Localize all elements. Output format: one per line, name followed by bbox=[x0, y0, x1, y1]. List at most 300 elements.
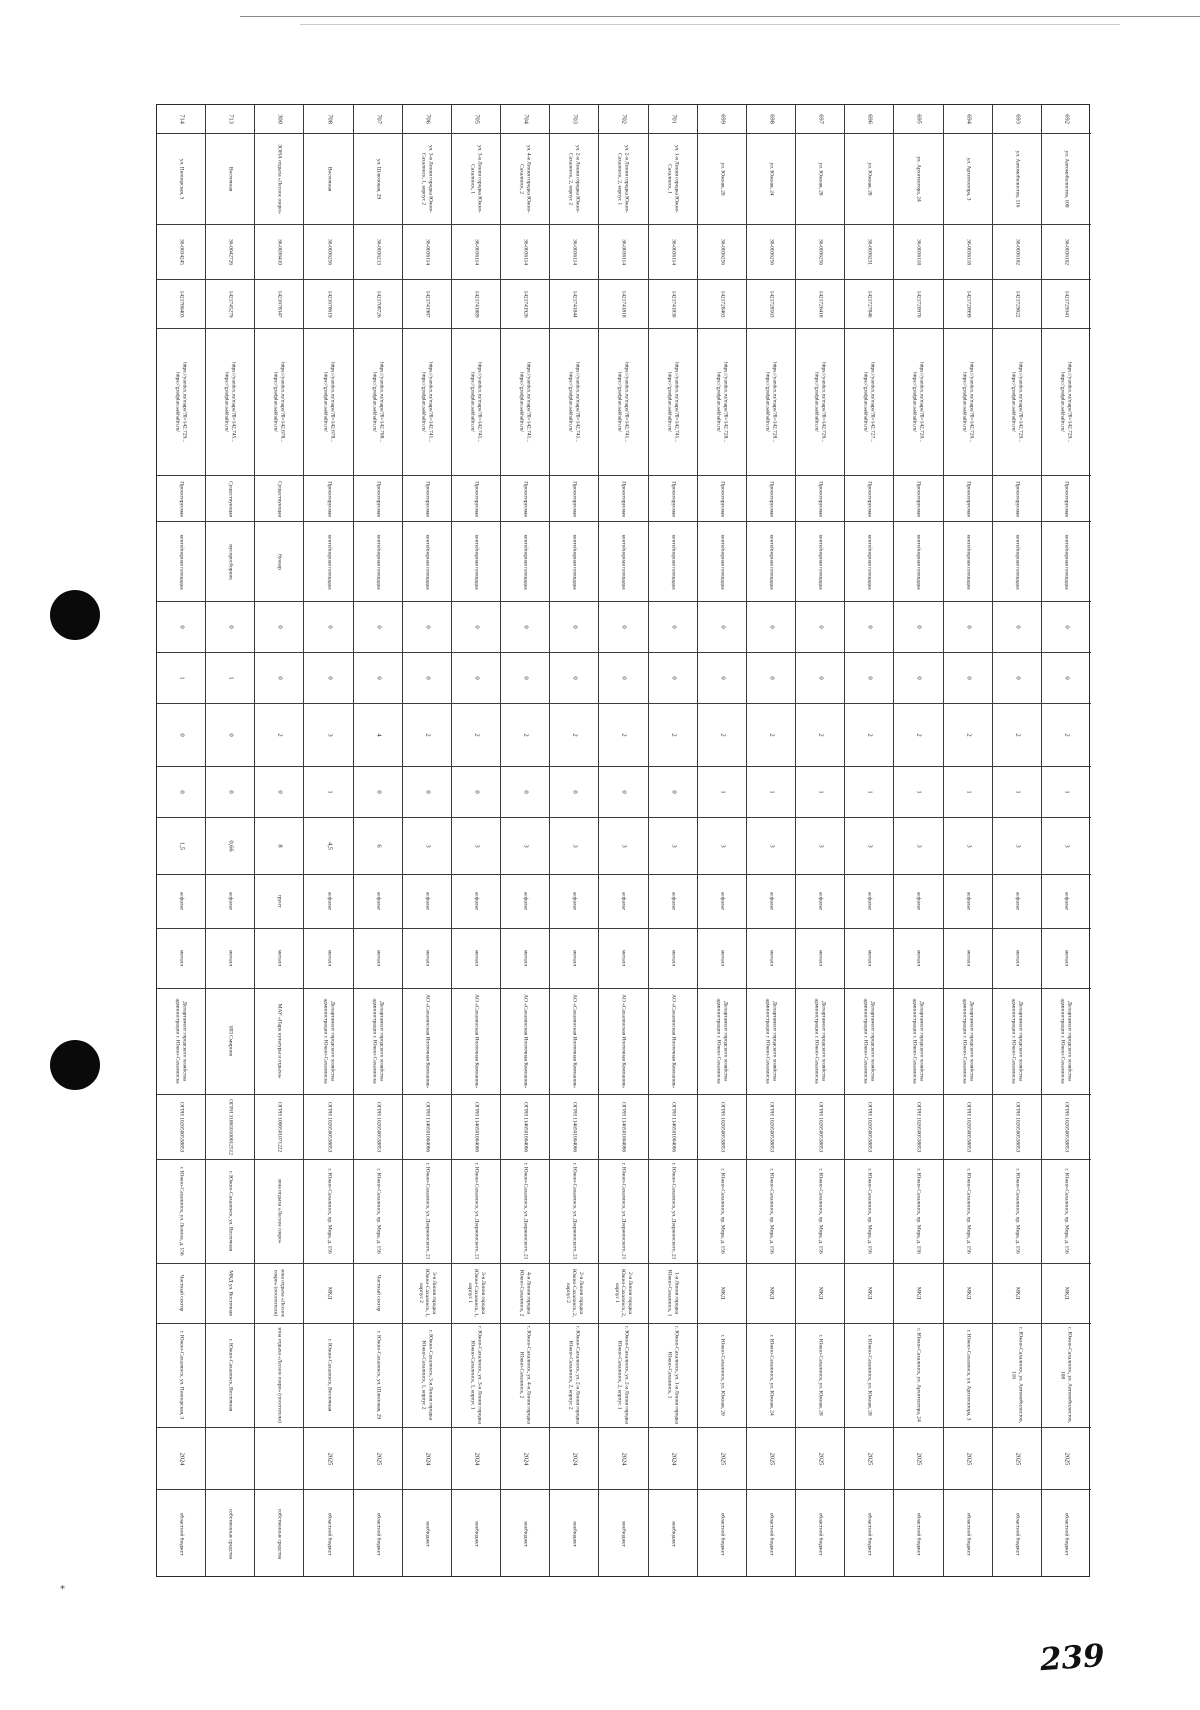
cell-c3 bbox=[649, 704, 697, 766]
cell-text: Департамент городского хозяйства администрации г. Южно-Сахалинска bbox=[814, 998, 827, 1084]
cell-text: 0,66 bbox=[227, 840, 235, 852]
cell-object-type bbox=[304, 522, 352, 602]
cell-status bbox=[845, 1490, 893, 1578]
cell-text: 36-0036231 bbox=[866, 239, 873, 266]
cell-text: 2 bbox=[473, 733, 481, 737]
cell-text: металл bbox=[571, 950, 578, 967]
cell-text: Существующая bbox=[276, 480, 283, 517]
cell-text: Проектируемая bbox=[866, 480, 873, 517]
cell-designation bbox=[649, 476, 697, 523]
cell-address bbox=[944, 134, 992, 225]
cell-text: металл bbox=[325, 950, 332, 967]
cell-text: контейнерная площадка bbox=[719, 534, 726, 590]
cell-c2 bbox=[157, 653, 205, 704]
cell-cadastral-area bbox=[354, 225, 402, 281]
cell-number bbox=[944, 105, 992, 134]
cell-operator bbox=[255, 989, 303, 1096]
cell-c2 bbox=[304, 653, 352, 704]
cell-text: ОГРН 1026500538853 bbox=[375, 1101, 381, 1152]
punch-hole bbox=[50, 590, 100, 640]
cell-text: г. Южно-Сахалинск, Восточная bbox=[227, 1339, 234, 1412]
cell-c5 bbox=[649, 818, 697, 876]
cell-number bbox=[894, 105, 942, 134]
cell-text: 1421729022 bbox=[1014, 290, 1021, 318]
cell-c2 bbox=[550, 653, 598, 704]
cell-c1 bbox=[944, 602, 992, 653]
cell-text: 36-0036114 bbox=[620, 239, 627, 266]
cell-object-type bbox=[354, 522, 402, 602]
cell-text: 714 bbox=[178, 114, 186, 124]
cell-text: 2 bbox=[719, 733, 727, 737]
cell-text: 2 bbox=[866, 733, 874, 737]
cell-text: 1 bbox=[178, 676, 186, 680]
cell-operator bbox=[993, 989, 1041, 1096]
cell-text: г. Южно-Сахалинск, ул. Архитектора, 3 bbox=[964, 1330, 971, 1421]
cell-text: Департамент городского хозяйства администрации г. Южно-Сахалинска bbox=[322, 998, 336, 1084]
cell-text: 0 bbox=[178, 625, 186, 629]
cell-text: 1-я Линия городка Южно-Сахалинск, 1 bbox=[666, 1269, 680, 1317]
cell-text: 2025 bbox=[1063, 1452, 1071, 1466]
cell-text: 2 bbox=[768, 733, 776, 737]
cell-text: асфальт bbox=[473, 892, 480, 911]
cell-material-1 bbox=[255, 875, 303, 928]
cell-designation bbox=[747, 476, 795, 523]
cell-c1 bbox=[452, 602, 500, 653]
cell-text: зона отдыха «Лесное озеро» bbox=[276, 1178, 283, 1244]
cell-text: ОГРН 1026500538853 bbox=[178, 1101, 185, 1152]
cell-text: г. Южно-Сахалинск, пр. Мира, д. 156 bbox=[866, 1168, 873, 1254]
cell-portal-link bbox=[944, 329, 992, 476]
cell-c4 bbox=[796, 767, 844, 818]
cell-sources bbox=[796, 1264, 844, 1324]
cell-number bbox=[304, 105, 352, 134]
cell-designation bbox=[452, 476, 500, 523]
cell-designation bbox=[599, 476, 647, 523]
cell-text: металл bbox=[964, 950, 971, 967]
cell-text: металл bbox=[620, 950, 627, 967]
cell-text: 36-0036102 bbox=[1014, 239, 1021, 266]
cell-material-1 bbox=[649, 875, 697, 928]
cell-operator bbox=[452, 989, 500, 1096]
cell-object-type bbox=[599, 522, 647, 602]
cell-source-address bbox=[993, 1324, 1041, 1428]
cell-text: МКД bbox=[866, 1287, 873, 1300]
cell-text: 1 bbox=[1063, 789, 1071, 794]
cell-text: металл bbox=[424, 950, 431, 967]
cell-c3 bbox=[354, 704, 402, 766]
cell-operator-address bbox=[993, 1160, 1041, 1264]
cell-text: г. Южно-Сахалинск, ул. 2-я Линия городка Южно-Сахалинск, 2, корпус 1 bbox=[617, 1326, 631, 1425]
cell-text: 2024 bbox=[178, 1452, 186, 1466]
cell-object-type bbox=[698, 522, 746, 602]
cell-material-1 bbox=[993, 875, 1041, 928]
cell-text: https://yandex.ru/maps/?ll=142.741... https://gradplan.sakhalin.ru/ bbox=[617, 361, 631, 443]
cell-text: г. Южно-Сахалинск, ул. 4-я Линия городка Южно-Сахалинск, 2 bbox=[519, 1326, 532, 1425]
cell-c2 bbox=[452, 653, 500, 704]
cell-ogrn bbox=[599, 1095, 647, 1159]
cell-source-address bbox=[698, 1324, 746, 1428]
cell-object-type bbox=[501, 522, 549, 602]
cell-text: 6 bbox=[375, 844, 382, 848]
cell-ogrn bbox=[157, 1095, 205, 1159]
cell-text: областной бюджет bbox=[768, 1512, 775, 1556]
cell-text: 1 bbox=[768, 789, 776, 794]
cell-text: 0 bbox=[522, 625, 530, 629]
cell-operator bbox=[550, 989, 598, 1096]
cell-material-2 bbox=[747, 929, 795, 989]
cell-material-2 bbox=[894, 929, 942, 989]
cell-c2 bbox=[206, 653, 254, 704]
cell-text: 0 bbox=[1063, 676, 1071, 680]
cell-text: Департамент городского хозяйства администрации г. Южно-Сахалинска bbox=[764, 998, 778, 1084]
cell-operator-address bbox=[1042, 1160, 1091, 1264]
cell-text: 36-0036114 bbox=[424, 239, 431, 266]
cell-year bbox=[403, 1428, 451, 1490]
cell-c3 bbox=[550, 704, 598, 766]
cell-cadastral-area bbox=[698, 225, 746, 281]
cell-number bbox=[599, 105, 647, 134]
cell-text: 0 bbox=[669, 625, 677, 629]
cell-text: 36-0042726 bbox=[227, 239, 234, 266]
cell-text: https://yandex.ru/maps/?ll=142.720... https://gradplan.sakhalin.ru/ bbox=[912, 361, 926, 443]
cell-text: 3 bbox=[424, 844, 432, 848]
cell-text: контейнерная площадка bbox=[866, 534, 873, 590]
cell-text: АО «Сахалинская Ипотечная Компания» bbox=[571, 994, 578, 1089]
cell-operator bbox=[747, 989, 795, 1096]
cell-material-2 bbox=[944, 929, 992, 989]
cell-material-2 bbox=[206, 929, 254, 989]
cell-text: 0 bbox=[620, 625, 628, 629]
cell-text: https://yandex.ru/maps/?ll=142.678... https://gradplan.sakhalin.ru/ bbox=[273, 361, 286, 443]
cell-text: ОГРН 1026500538853 bbox=[964, 1101, 971, 1152]
cell-text: асфальт bbox=[571, 892, 578, 911]
cell-designation bbox=[255, 476, 303, 523]
table-row bbox=[501, 105, 550, 1576]
cell-c1 bbox=[550, 602, 598, 653]
cell-number bbox=[845, 105, 893, 134]
cell-text: Проектируемая bbox=[719, 480, 726, 517]
cell-text: контейнерная площадка bbox=[178, 534, 185, 590]
cell-text: асфальт bbox=[522, 892, 529, 911]
cell-text: 0 bbox=[473, 789, 481, 794]
cell-c4 bbox=[944, 767, 992, 818]
cell-text: 0 bbox=[178, 789, 186, 794]
cell-text: 0 bbox=[1014, 625, 1022, 629]
cell-source-address bbox=[501, 1324, 549, 1428]
cell-text: МАУ «Парк культуры и отдыха» bbox=[276, 1003, 283, 1079]
cell-text: внебюджет bbox=[424, 1521, 431, 1547]
cell-text: 3 bbox=[1063, 844, 1071, 848]
cell-text: металл bbox=[719, 950, 726, 967]
cell-number bbox=[993, 105, 1041, 134]
cell-number bbox=[501, 105, 549, 134]
cell-portal-link bbox=[649, 329, 697, 476]
cell-c5 bbox=[894, 818, 942, 876]
cell-c4 bbox=[993, 767, 1041, 818]
cell-text: 3-я Линия городка Южно-Сахалинск, 1, корпус 1 bbox=[466, 1269, 486, 1318]
cell-text: 1 bbox=[964, 789, 972, 794]
cell-number bbox=[255, 105, 303, 134]
cell-registry-id bbox=[993, 280, 1041, 329]
cell-status bbox=[698, 1490, 746, 1578]
cell-text: 1421729341 bbox=[1063, 290, 1070, 318]
cell-status bbox=[649, 1490, 697, 1578]
cell-text: 2 bbox=[522, 733, 530, 737]
cell-c1 bbox=[649, 602, 697, 653]
cell-material-2 bbox=[993, 929, 1041, 989]
cell-c1 bbox=[993, 602, 1041, 653]
cell-c1 bbox=[698, 602, 746, 653]
cell-c3 bbox=[452, 704, 500, 766]
cell-text: 0 bbox=[1014, 676, 1022, 680]
cell-text: асфальт bbox=[424, 892, 431, 911]
cell-text: контейнерная площадка bbox=[669, 534, 676, 590]
cell-status bbox=[944, 1490, 992, 1578]
cell-text: 0 bbox=[669, 676, 677, 680]
cell-number bbox=[747, 105, 795, 134]
cell-text: Проектируемая bbox=[473, 480, 480, 517]
cell-c5 bbox=[403, 818, 451, 876]
cell-designation bbox=[1042, 476, 1091, 523]
cell-cadastral-area bbox=[403, 225, 451, 281]
cell-portal-link bbox=[403, 329, 451, 476]
cell-c5 bbox=[944, 818, 992, 876]
cell-operator-address bbox=[304, 1160, 352, 1264]
cell-operator-address bbox=[894, 1160, 942, 1264]
cell-ogrn bbox=[403, 1095, 451, 1159]
cell-source-address bbox=[157, 1324, 205, 1428]
cell-portal-link bbox=[206, 329, 254, 476]
cell-c1 bbox=[157, 602, 205, 653]
cell-text: Восточная bbox=[325, 166, 332, 191]
cell-text: 0 bbox=[375, 676, 382, 680]
cell-text: 692 bbox=[1063, 114, 1071, 124]
cell-designation bbox=[550, 476, 598, 523]
cell-text: https://yandex.ru/maps/?ll=142.728... https://gradplan.sakhalin.ru/ bbox=[764, 361, 778, 443]
cell-text: 705 bbox=[473, 114, 481, 124]
cell-text: 3 bbox=[620, 844, 628, 848]
cell-text: г. Южно-Сахалинск, ул. Шлюзовая, 29 bbox=[375, 1331, 381, 1420]
cell-c3 bbox=[157, 704, 205, 766]
cell-c2 bbox=[845, 653, 893, 704]
cell-text: ОГРН 1026500538853 bbox=[817, 1101, 824, 1152]
cell-text: Департамент городского хозяйства администрации г. Южно-Сахалинска bbox=[912, 998, 926, 1084]
cell-text: Департамент городского хозяйства администрации г. Южно-Сахалинска bbox=[715, 998, 729, 1084]
cell-material-2 bbox=[649, 929, 697, 989]
cell-text: АО «Сахалинская Ипотечная Компания» bbox=[424, 994, 431, 1089]
cell-text: Департамент городского хозяйства администрации г. Южно-Сахалинска bbox=[863, 998, 876, 1084]
cell-text: https://yandex.ru/maps/?ll=142.708... https://gradplan.sakhalin.ru/ bbox=[371, 361, 385, 443]
cell-text: ул. 2-я Линия городка Южно-Сахалинск, 2, корпус 2 bbox=[568, 144, 581, 213]
table-row bbox=[206, 105, 255, 1576]
cell-text: ул. Пионерская, 3 bbox=[178, 158, 185, 200]
cell-text: 36-0036118 bbox=[915, 239, 922, 266]
cell-address bbox=[747, 134, 795, 225]
cell-operator bbox=[796, 989, 844, 1096]
cell-text: 1421678347 bbox=[276, 290, 283, 318]
cell-c2 bbox=[403, 653, 451, 704]
cell-text: 1 bbox=[227, 676, 235, 680]
cell-text: областной бюджет bbox=[719, 1512, 726, 1556]
cell-text: 3 bbox=[669, 844, 677, 848]
cell-text: 1 bbox=[817, 789, 825, 794]
cell-status bbox=[599, 1490, 647, 1578]
cell-text: Восточная bbox=[227, 166, 234, 191]
cell-text: МКД bbox=[817, 1287, 824, 1300]
cell-designation bbox=[501, 476, 549, 523]
table-row bbox=[796, 105, 845, 1576]
cell-number bbox=[354, 105, 402, 134]
cell-text: г. Южно-Сахалинск, ул. 3-я Линия городка Южно-Сахалинск, 1, корпус 1 bbox=[470, 1326, 483, 1425]
cell-text: Проектируемая bbox=[522, 480, 529, 517]
cell-sources bbox=[354, 1264, 402, 1324]
cell-text: ОГРН 1066501071222 bbox=[276, 1101, 283, 1152]
cell-c5 bbox=[354, 818, 402, 876]
cell-portal-link bbox=[304, 329, 352, 476]
cell-text: 3 bbox=[768, 844, 776, 848]
cell-text: ОГРН 1026500538853 bbox=[1014, 1101, 1021, 1152]
cell-text: 1421741926 bbox=[522, 290, 529, 318]
cell-c3 bbox=[304, 704, 352, 766]
cell-material-2 bbox=[599, 929, 647, 989]
cell-c4 bbox=[550, 767, 598, 818]
cell-material-2 bbox=[403, 929, 451, 989]
cell-text: 2 bbox=[571, 733, 579, 737]
cell-material-1 bbox=[354, 875, 402, 928]
cell-sources bbox=[845, 1264, 893, 1324]
cell-c5 bbox=[501, 818, 549, 876]
cell-designation bbox=[403, 476, 451, 523]
cell-sources bbox=[206, 1264, 254, 1324]
cell-operator-address bbox=[698, 1160, 746, 1264]
cell-text: 2-я Линия городка Южно-Сахалинск, 2, корпус 1 bbox=[614, 1269, 634, 1318]
cell-text: г. Южно-Сахалинск, ул. Восточная bbox=[227, 1171, 234, 1252]
cell-text: ОГРН 1146501004066 bbox=[522, 1101, 529, 1152]
cell-cadastral-area bbox=[255, 225, 303, 281]
cell-text: металл bbox=[473, 950, 480, 967]
cell-text: 0 bbox=[571, 625, 579, 629]
cell-text: 2 bbox=[424, 733, 432, 737]
cell-text: асфальт bbox=[178, 892, 185, 911]
cell-text: 3 bbox=[915, 844, 923, 848]
cell-registry-id bbox=[649, 280, 697, 329]
cell-c1 bbox=[599, 602, 647, 653]
cell-operator-address bbox=[501, 1160, 549, 1264]
cell-sources bbox=[993, 1264, 1041, 1324]
scan-edge-line bbox=[300, 24, 1120, 25]
table-row bbox=[845, 105, 894, 1576]
cell-text: 2024 bbox=[669, 1452, 677, 1466]
cell-material-1 bbox=[304, 875, 352, 928]
cell-text: Частный сектор bbox=[375, 1275, 381, 1312]
cell-text: Департамент городского хозяйства администрации г. Южно-Сахалинска bbox=[175, 998, 188, 1084]
cell-text: г. Южно-Сахалинск, пр. Мира, д. 156 bbox=[817, 1168, 824, 1254]
cell-text: 695 bbox=[915, 114, 923, 124]
cell-object-type bbox=[894, 522, 942, 602]
cell-text: Департамент городского хозяйства администрации г. Южно-Сахалинска bbox=[961, 998, 975, 1084]
cell-text: 708 bbox=[325, 114, 333, 124]
cell-text: ул. Южная, 28 bbox=[866, 162, 873, 196]
cell-operator-address bbox=[354, 1160, 402, 1264]
cell-c4 bbox=[649, 767, 697, 818]
cell-text: областной бюджет bbox=[375, 1512, 381, 1556]
cell-number bbox=[1042, 105, 1091, 134]
cell-cadastral-area bbox=[649, 225, 697, 281]
cell-source-address bbox=[255, 1324, 303, 1428]
cell-text: 0 bbox=[473, 676, 481, 680]
cell-c5 bbox=[206, 818, 254, 876]
cell-address bbox=[993, 134, 1041, 225]
cell-source-address bbox=[403, 1324, 451, 1428]
cell-text: 3 bbox=[522, 844, 530, 848]
cell-text: https://yandex.ru/maps/?ll=142.741... https://gradplan.sakhalin.ru/ bbox=[666, 361, 680, 443]
cell-source-address bbox=[649, 1324, 697, 1428]
cell-text: 1 bbox=[866, 789, 874, 794]
cell-material-1 bbox=[894, 875, 942, 928]
cell-c3 bbox=[206, 704, 254, 766]
cell-text: Проектируемая bbox=[571, 480, 578, 517]
table-row bbox=[649, 105, 698, 1576]
cell-c4 bbox=[501, 767, 549, 818]
cell-cadastral-area bbox=[550, 225, 598, 281]
cell-registry-id bbox=[845, 280, 893, 329]
cell-text: ОГРН 1026500538853 bbox=[1063, 1101, 1070, 1152]
table-row bbox=[599, 105, 648, 1576]
cell-c2 bbox=[255, 653, 303, 704]
cell-portal-link bbox=[599, 329, 647, 476]
cell-text: 0 bbox=[178, 733, 186, 737]
cell-text: 2-я Линия городка Южно-Сахалинск, 2, корпус 2 bbox=[565, 1269, 585, 1318]
cell-text: 3 bbox=[964, 844, 972, 848]
cell-number bbox=[550, 105, 598, 134]
cell-text: 0 bbox=[915, 625, 923, 629]
cell-text: 1421708726 bbox=[375, 290, 381, 318]
cell-text: г. Южно-Сахалинск, ул. Дзержинского, 21 bbox=[473, 1162, 480, 1260]
cell-c4 bbox=[403, 767, 451, 818]
cell-text: контейнерная площадка bbox=[375, 534, 381, 590]
cell-text: 0 bbox=[375, 789, 382, 794]
cell-text: асфальт bbox=[227, 892, 234, 911]
cell-ogrn bbox=[1042, 1095, 1091, 1159]
cell-c3 bbox=[255, 704, 303, 766]
cell-c2 bbox=[649, 653, 697, 704]
cell-c2 bbox=[501, 653, 549, 704]
cell-address bbox=[206, 134, 254, 225]
cell-text: 0 bbox=[375, 625, 382, 629]
cell-address bbox=[796, 134, 844, 225]
cell-text: металл bbox=[669, 950, 676, 967]
cell-text: 36-0036256 bbox=[817, 239, 824, 266]
cell-text: г. Южно-Сахалинск, ул. Ленина, д. 156 bbox=[178, 1166, 185, 1256]
cell-text: контейнерная площадка bbox=[817, 534, 824, 590]
cell-designation bbox=[206, 476, 254, 523]
cell-text: 1421726418 bbox=[817, 290, 824, 318]
cell-text: https://yandex.ru/maps/?ll=142.728... https://gradplan.sakhalin.ru/ bbox=[715, 361, 729, 443]
cell-operator-address bbox=[747, 1160, 795, 1264]
cell-c1 bbox=[845, 602, 893, 653]
cell-text: собственные средства bbox=[227, 1508, 234, 1560]
cell-text: 1421720970 bbox=[915, 290, 922, 318]
cell-source-address bbox=[354, 1324, 402, 1428]
cell-text: 0 bbox=[719, 676, 727, 680]
cell-portal-link bbox=[993, 329, 1041, 476]
cell-c5 bbox=[993, 818, 1041, 876]
table-row bbox=[747, 105, 796, 1576]
cell-text: 2025 bbox=[325, 1452, 333, 1466]
cell-operator-address bbox=[403, 1160, 451, 1264]
cell-material-1 bbox=[550, 875, 598, 928]
cell-cadastral-area bbox=[845, 225, 893, 281]
